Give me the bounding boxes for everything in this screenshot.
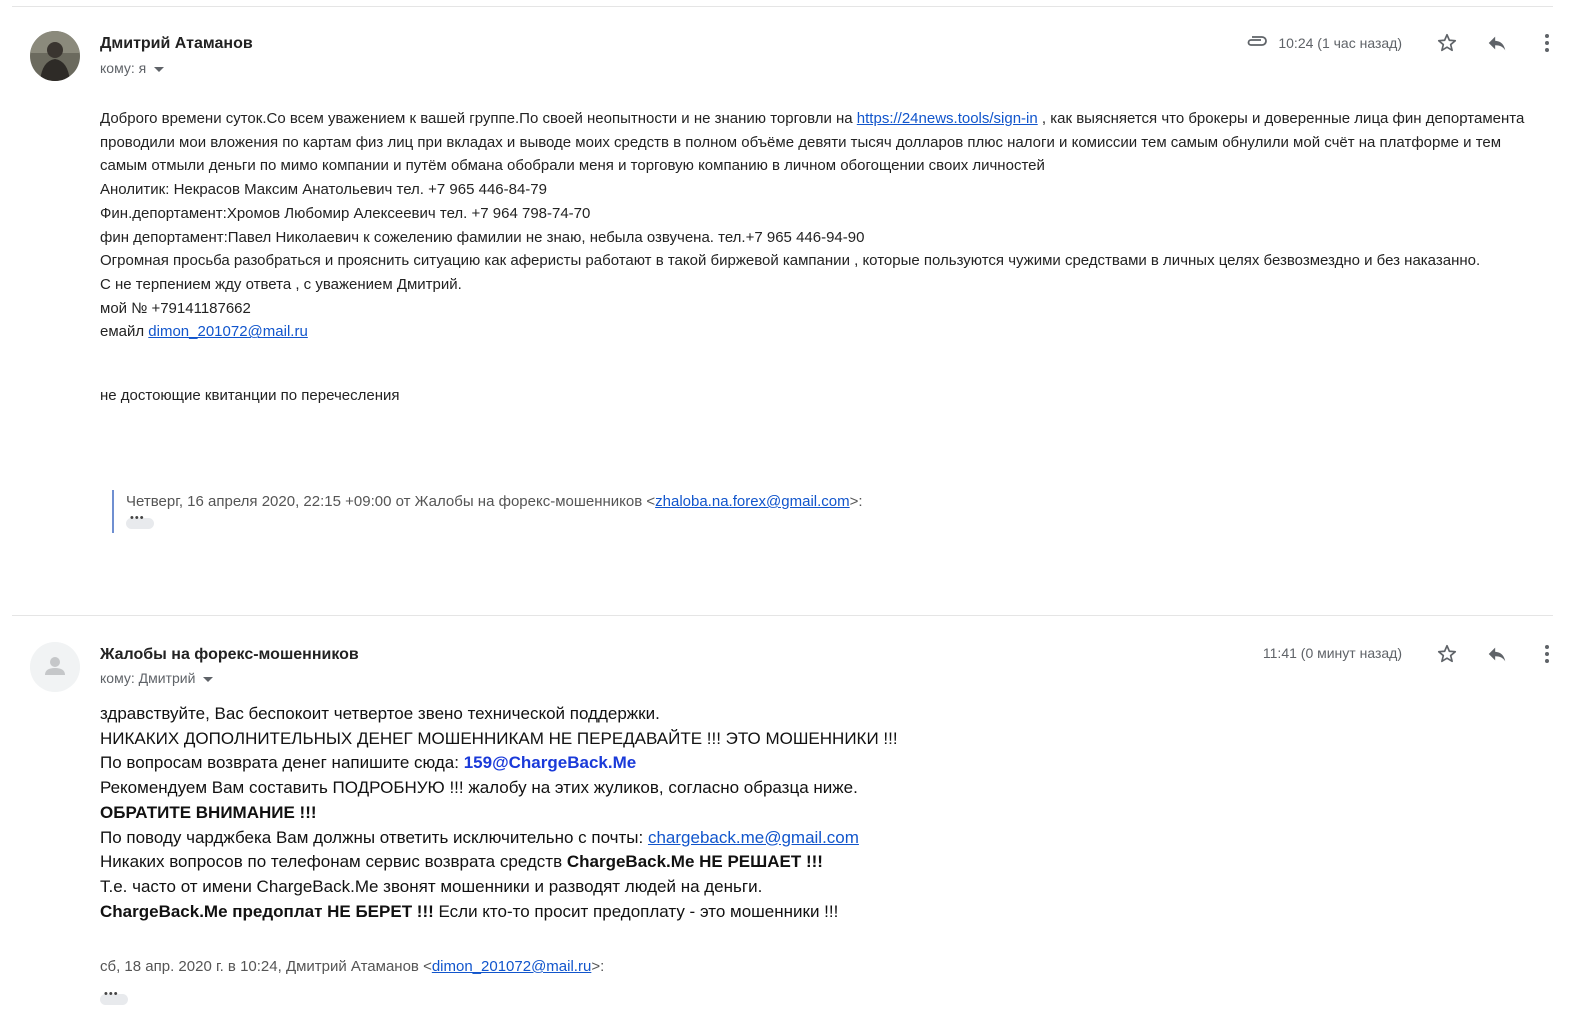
sender-name[interactable]: Жалобы на форекс-мошенников: [100, 646, 359, 663]
body-line: НИКАКИХ ДОПОЛНИТЕЛЬНЫХ ДЕНЕГ МОШЕННИКАМ НЕ ПЕРЕДАВАЙТЕ !!! ЭТО МОШЕННИКИ !!!: [100, 728, 898, 748]
body-line: фин депортамент:Павел Николаевич к сожелению фамилии не знаю, небыла озвучена. тел.+7 965 446-94-90: [100, 228, 865, 246]
body-line: емайл dimon_201072@mail.ru: [100, 323, 308, 341]
chargeback-email-link[interactable]: chargeback.me@gmail.com: [647, 827, 859, 847]
reply-icon[interactable]: [1485, 642, 1509, 666]
top-divider: [12, 6, 1553, 7]
default-avatar-icon: [30, 642, 80, 692]
sender-avatar[interactable]: [30, 642, 80, 692]
message-time: 10:24 (1 час назад): [1278, 34, 1402, 51]
recipient-dropdown[interactable]: [100, 60, 164, 76]
quoted-email-link[interactable]: dimon_201072@mail.ru: [431, 958, 592, 975]
body-line: Рекомендуем Вам составить ПОДРОБНУЮ !!! жалобу на этих жуликов, согласно образца ниже.: [100, 778, 858, 798]
body-line: Т.е. часто от имени ChargeBack.Me звонят мошенники и разводят людей на деньги.: [100, 876, 763, 896]
star-icon[interactable]: [1435, 642, 1459, 666]
quoted-email-link[interactable]: zhaloba.na.forex@gmail.com: [655, 493, 850, 510]
more-vert-icon[interactable]: [1535, 642, 1559, 666]
body-line: ОБРАТИТЕ ВНИМАНИЕ !!!: [100, 802, 317, 822]
body-line: ChargeBack.Me предоплат НЕ БЕРЕТ !!! Если кто-то просит предоплату - это мошенники !!!: [100, 901, 839, 921]
message-actions: [1409, 31, 1559, 55]
reply-icon[interactable]: [1485, 31, 1509, 55]
body-line: не достоющие квитанции по перечесления: [100, 387, 400, 405]
quoted-header: Четверг, 16 апреля 2020, 22:15 +09:00 от Жалобы на форекс-мошенников <zhaloba.na.forex@gmail.com>: •••: [112, 490, 863, 533]
chevron-down-icon: [203, 677, 213, 682]
body-line: По вопросам возврата денег напишите сюда: 159@ChargeBack.Me: [100, 753, 637, 773]
message-divider: [12, 615, 1553, 616]
body-line: Фин.депортамент:Хромов Любомир Алексеевич тел. +7 964 798-74-70: [100, 204, 591, 222]
recipient-label: кому: Дмитрий: [100, 670, 196, 686]
more-vert-icon[interactable]: [1535, 31, 1559, 55]
body-line: Никаких вопросов по телефонам сервис возврата средств ChargeBack.Me НЕ РЕШАЕТ !!!: [100, 852, 823, 872]
body-line: Огромная просьба разобраться и прояснить ситуацию как аферисты работают в такой биржевой кампании , которые пользуются чужими средствами в личных целях безвозмездно и без наказанно.: [100, 252, 1481, 270]
body-line: С не терпением жду ответа , с уважением Дмитрий.: [100, 275, 462, 293]
quoted-header: сб, 18 апр. 2020 г. в 10:24, Дмитрий Атаманов <dimon_201072@mail.ru>:: [100, 958, 605, 975]
recipient-dropdown[interactable]: [100, 670, 213, 686]
star-icon[interactable]: [1435, 31, 1459, 55]
paperclip-icon: [1246, 34, 1268, 51]
body-line: Анолитик: Некрасов Максим Анатольевич тел. +7 965 446-84-79: [100, 181, 547, 199]
message-body: [100, 107, 1530, 408]
email-link[interactable]: dimon_201072@mail.ru: [148, 323, 308, 341]
message-body: [100, 702, 1500, 924]
body-line: мой № +79141187662: [100, 299, 251, 317]
message-meta: [1246, 34, 1402, 51]
message-meta: [1263, 645, 1402, 661]
body-line: По поводу чарджбека Вам должны ответить исключительно с почты: chargeback.me@gmail.com: [100, 827, 859, 847]
chevron-down-icon: [154, 67, 164, 72]
recipient-label: кому: я: [100, 60, 147, 76]
support-email[interactable]: 159@ChargeBack.Me: [463, 753, 637, 773]
message-time: 11:41 (0 минут назад): [1262, 645, 1402, 661]
show-trimmed-icon[interactable]: [100, 994, 128, 1005]
avatar-photo-icon: [30, 31, 80, 81]
body-line: здравствуйте, Вас беспокоит четвертое звено технической поддержки.: [100, 704, 660, 723]
sender-avatar[interactable]: [30, 31, 80, 81]
show-trimmed-icon[interactable]: [126, 518, 154, 529]
body-paragraph: Доброго времени суток.Со всем уважением к вашей группе.По своей неопытности и не знанию торговли на https://24news.tools/sign-in , как выясняется что брокеры и доверенные лица фин депортамента проводили мои вложения по картам физ лиц при вкладах и выводе моих средств в полном объёме девяти тысяч долларов плюс налоги и комиссии тем самым обнулили мой счёт на платформе и тем самым отмыли деньги по мимо компании и путём обмана обобрали меня и торговую компанию в личном обогощении своих личностей: [100, 110, 1525, 175]
sender-name[interactable]: Дмитрий Атаманов: [100, 35, 253, 52]
sign-in-link[interactable]: https://24news.tools/sign-in: [856, 110, 1038, 127]
message-actions: [1409, 642, 1559, 666]
